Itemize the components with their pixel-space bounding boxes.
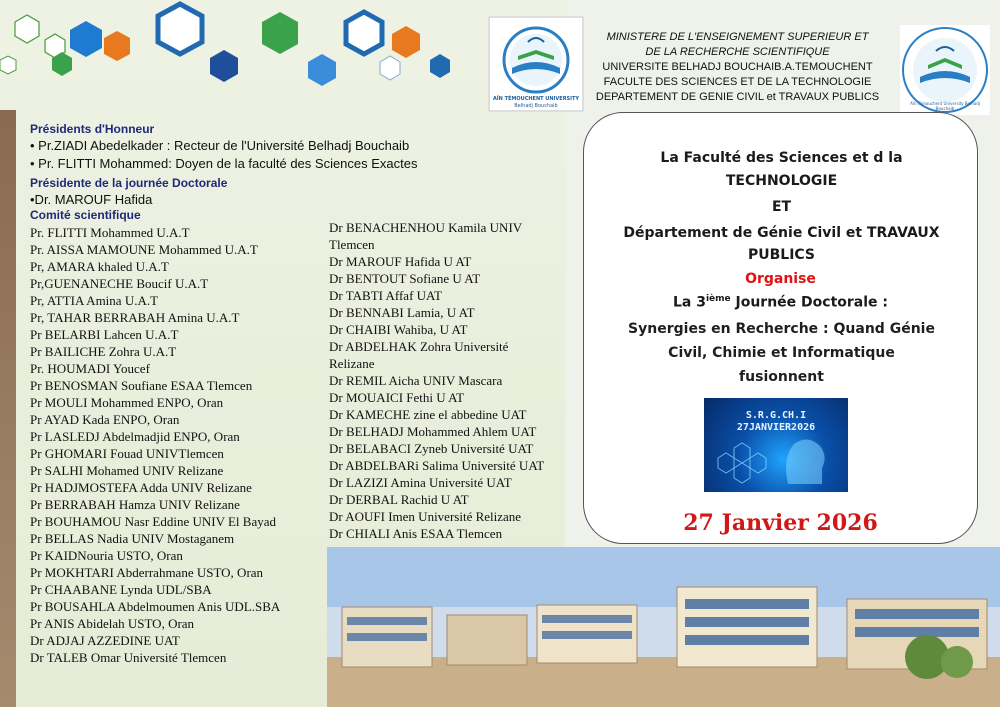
committee-member: Dr ADJAJ AZZEDINE UAT <box>30 633 180 648</box>
journee-post: Journée Doctorale : <box>730 294 889 311</box>
committee-member: Pr SALHI Mohamed UNIV Relizane <box>30 463 224 478</box>
committee-member: Dr ABDELBARi Salima Université UAT <box>329 458 545 473</box>
committee-member: Dr BENACHENHOU Kamila UNIV <box>329 220 523 235</box>
committee-member: Dr CHIALI Anis ESAA Tlemcen <box>329 526 503 541</box>
department-name: DEPARTEMENT DE GENIE CIVIL et TRAVAUX PUBLICS <box>595 91 880 103</box>
committee-member: Pr, AMARA khaled U.A.T <box>30 259 169 274</box>
committee-member: Pr. FLITTI Mohammed U.A.T <box>30 225 190 240</box>
theme-line-1: Synergies en Recherche : Quand Génie <box>628 321 935 337</box>
committee-member: Pr BAILICHE Zohra U.A.T <box>30 344 177 359</box>
committee-member: Pr AYAD Kada ENPO, Oran <box>30 412 180 427</box>
committee-member: Dr TALEB Omar Université Tlemcen <box>30 650 227 665</box>
faculty-name: FACULTE DES SCIENCES ET DE LA TECHNOLOGIE <box>603 76 872 88</box>
card-line-4: Département de Génie Civil et TRAVAUX <box>623 225 940 241</box>
event-card <box>583 112 978 544</box>
committee-member: Pr GHOMARI Fouad UNIVTlemcen <box>30 446 224 461</box>
university-name: UNIVERSITE BELHADJ BOUCHAIB.A.TEMOUCHENT <box>602 61 873 73</box>
committee-member: Dr ABDELHAK Zohra Université <box>329 339 509 354</box>
ministry-header <box>570 30 905 105</box>
president-name: •Dr. MAROUF Hafida <box>30 192 153 207</box>
card-line-2: TECHNOLOGIE <box>725 173 838 189</box>
honour-item-2: • Pr. FLITTI Mohammed: Doyen de la faculté des Sciences Exactes <box>30 156 418 171</box>
committee-member: Pr, TAHAR BERRABAH Amina U.A.T <box>30 310 240 325</box>
committee-member: Dr BELHADJ Mohammed Ahlem UAT <box>329 424 537 439</box>
committee-member: Dr BELABACI Zyneb Université UAT <box>329 441 534 456</box>
committee-title: Comité scientifique <box>30 208 141 222</box>
left-decorative-strip <box>0 110 16 707</box>
committee-member: Relizane <box>329 356 375 371</box>
ministry-line-2: DE LA RECHERCHE SCIENTIFIQUE <box>645 46 830 58</box>
honour-item-1: • Pr.ZIADI Abedelkader : Recteur de l'Université Belhadj Bouchaib <box>30 138 410 153</box>
card-line-5: PUBLICS <box>747 247 816 263</box>
committee-member: Pr. HOUMADI Youcef <box>30 361 150 376</box>
journee-sup: ième <box>705 294 731 304</box>
event-poster-image <box>704 398 848 492</box>
poster-line-1: S.R.G.CH.I <box>745 410 807 421</box>
committee-member: Pr HADJMOSTEFA Adda UNIV Relizane <box>30 480 252 495</box>
left-logo-caption-2: Belhadj Bouchaib <box>514 103 558 109</box>
hexagon-decoration <box>0 0 560 120</box>
honour-title: Présidents d'Honneur <box>30 122 155 136</box>
committee-member: Pr CHAABANE Lynda UDL/SBA <box>30 582 212 597</box>
committee-member: Pr BOUSAHLA Abdelmoumen Anis UDL.SBA <box>30 599 281 614</box>
committee-member: Dr MOUAICI Fethi U AT <box>329 390 465 405</box>
committee-member: Dr CHAIBI Wahiba, U AT <box>329 322 468 337</box>
theme-line-3: fusionnent <box>739 369 824 385</box>
left-logo-caption: AÏN TÉMOUCHENT UNIVERSITY <box>492 96 580 102</box>
committee-member: Pr MOKHTARI Abderrahmane USTO, Oran <box>30 565 264 580</box>
right-logo-caption: Aïn Témouchent University Belhadj Bouchaib <box>910 101 980 111</box>
card-line-1: La Faculté des Sciences et d la <box>660 150 903 166</box>
committee-member: Pr BELLAS Nadia UNIV Mostaganem <box>30 531 235 546</box>
university-logo-right <box>900 25 990 115</box>
committee-column-2 <box>329 219 544 542</box>
committee-member: Pr LASLEDJ Abdelmadjid ENPO, Oran <box>30 429 240 444</box>
organise-label: Organise <box>745 271 816 287</box>
committee-member: Pr KAIDNouria USTO, Oran <box>30 548 183 563</box>
campus-photo <box>327 547 1000 707</box>
committee-member: Pr ANIS Abidelah USTO, Oran <box>30 616 195 631</box>
committee-member: Dr AOUFI Imen Université Relizane <box>329 509 522 524</box>
journee-title <box>584 294 977 311</box>
committee-member: Dr KAMECHE zine el abbedine UAT <box>329 407 527 422</box>
committee-member: Pr. AISSA MAMOUNE Mohammed U.A.T <box>30 242 258 257</box>
committee-member: Dr TABTI Affaf UAT <box>329 288 442 303</box>
committee-member: Pr, ATTIA Amina U.A.T <box>30 293 159 308</box>
theme-line-2: Civil, Chimie et Informatique <box>668 345 895 361</box>
committee-member: Pr,GUENANECHE Boucif U.A.T <box>30 276 209 291</box>
event-date: 27 Janvier 2026 <box>683 510 878 536</box>
committee-member: Dr REMIL Aicha UNIV Mascara <box>329 373 503 388</box>
poster-line-2: 27JANVIER2026 <box>736 422 816 433</box>
committee-member: Pr BOUHAMOU Nasr Eddine UNIV El Bayad <box>30 514 277 529</box>
committee-member: Dr BENNABI Lamia, U AT <box>329 305 475 320</box>
ministry-line-1: MINISTERE DE L'ENSEIGNEMENT SUPERIEUR ET <box>606 31 869 43</box>
committee-member: Dr DERBAL Rachid U AT <box>329 492 469 507</box>
committee-member: Tlemcen <box>329 237 375 252</box>
committee-member: Pr BELARBI Lahcen U.A.T <box>30 327 179 342</box>
committee-member: Dr MAROUF Hafida U AT <box>329 254 472 269</box>
committee-column-1 <box>30 224 280 666</box>
committee-member: Dr BENTOUT Sofiane U AT <box>329 271 481 286</box>
committee-member: Pr BENOSMAN Soufiane ESAA Tlemcen <box>30 378 253 393</box>
committee-member: Pr MOULI Mohammed ENPO, Oran <box>30 395 224 410</box>
president-title: Présidente de la journée Doctorale <box>30 176 228 190</box>
committee-member: Pr BERRABAH Hamza UNIV Relizane <box>30 497 240 512</box>
journee-pre: La 3 <box>672 294 706 311</box>
committee-member: Dr LAZIZI Amina Université UAT <box>329 475 512 490</box>
card-line-3: ET <box>771 199 792 215</box>
